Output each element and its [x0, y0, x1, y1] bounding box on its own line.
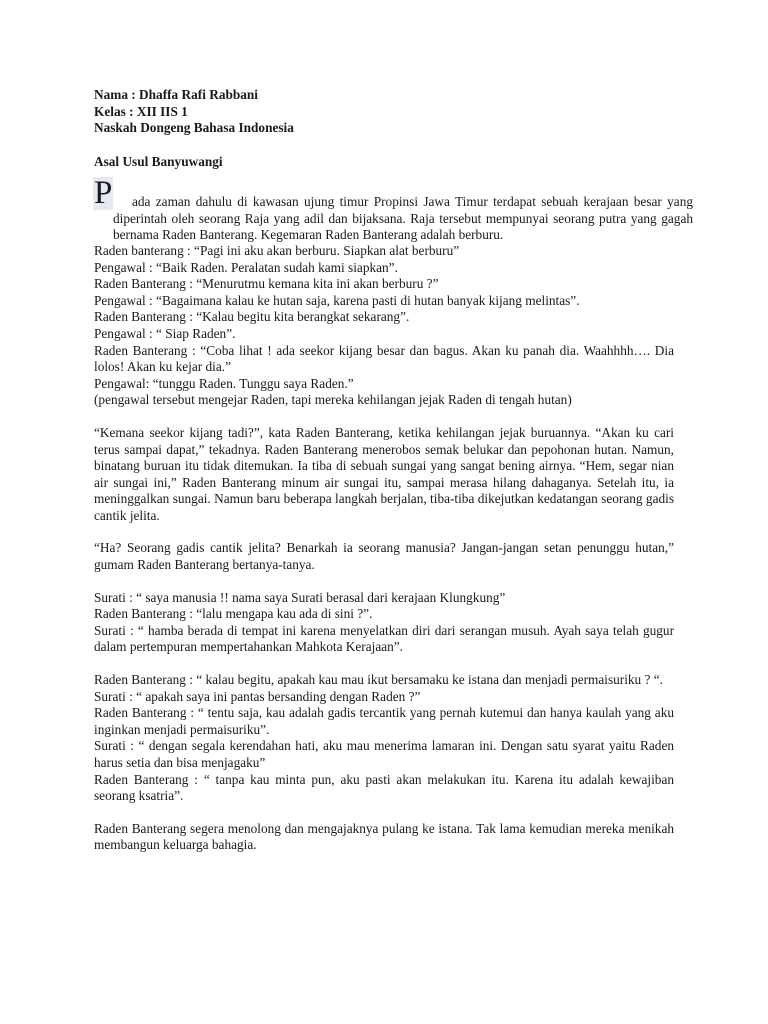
story-title: Asal Usul Banyuwangi: [94, 153, 223, 169]
dialogue-line: Raden Banterang : “Menurutmu kemana kita ini akan berburu ?”: [94, 276, 439, 292]
student-class: Kelas : XII IIS 1: [94, 103, 188, 119]
paragraph-ending: Raden Banterang segera menolong dan mengajaknya pulang ke istana. Tak lama kemudian mereka menikah membangun keluarga bahagia.: [94, 820, 674, 853]
dialogue-line: Raden Banterang : “Coba lihat ! ada seekor kijang besar dan bagus. Akan ku panah dia. Waahhhh…. Dia lolos! Akan ku kejar dia.”: [94, 342, 674, 375]
dialogue-line: Pengawal : “ Siap Raden”.: [94, 325, 236, 341]
dialogue-line: Pengawal : “Baik Raden. Peralatan sudah kami siapkan”.: [94, 259, 398, 275]
dialogue-line: Raden Banterang : “ tanpa kau minta pun, aku pasti akan melakukan itu. Karena itu adalah kewajiban seorang ksatria”.: [94, 771, 674, 804]
intro-paragraph: [94, 175, 693, 243]
paragraph-river: “Kemana seekor kijang tadi?”, kata Raden Banterang, ketika kehilangan jejak buruannya. “Akan ku cari terus sampai dapat,” tekadnya. Raden Banterang menerobos semak belukar dan pepohonan hutan. Namun, binatang buruan itu tidak ditemukan. Ia tiba di sebuah sungai yang sangat bening airnya. “Hem, segar nian air sungai ini,” Raden Banterang minum air sungai itu, sampai merasa hilang dahaganya. Setelah itu, ia meninggalkan sungai. Namun baru beberapa langkah berjalan, tiba-tiba dikejutkan kedatangan seorang gadis cantik jelita.: [94, 424, 674, 523]
document-subject: Naskah Dongeng Bahasa Indonesia: [94, 120, 294, 136]
dialogue-surati: [94, 590, 674, 656]
student-name: Nama : Dhaffa Rafi Rabbani: [94, 87, 259, 102]
dialogue-line: (pengawal tersebut mengejar Raden, tapi mereka kehilangan jejak Raden di tengah hutan): [94, 392, 572, 408]
dialogue-line: Pengawal: “tunggu Raden. Tunggu saya Raden.”: [94, 375, 354, 391]
dialogue-hunting: [94, 243, 674, 409]
dialogue-line: Surati : “ apakah saya ini pantas bersanding dengan Raden ?”: [94, 688, 421, 704]
document-body: [94, 87, 693, 854]
dialogue-line: Raden Banterang : “ tentu saja, kau adalah gadis tercantik yang pernah kutemui dan hanya kaulah yang aku inginkan menjadi permaisuriku”.: [94, 705, 674, 737]
dialogue-line: Surati : “ dengan segala kerendahan hati, aku mau menerima lamaran ini. Dengan satu syarat yaitu Raden harus setia dan bisa menjagaku”: [94, 738, 674, 771]
dialogue-line: Raden Banterang : “ kalau begitu, apakah kau mau ikut bersamaku ke istana dan menjadi permaisuriku ? “.: [94, 672, 663, 688]
dialogue-proposal: [94, 672, 674, 805]
dialogue-line: Raden Banterang : “lalu mengapa kau ada di sini ?”.: [94, 606, 373, 622]
intro-text: ada zaman dahulu di kawasan ujung timur Propinsi Jawa Timur terdapat sebuah kerajaan besar yang diperintah oleh seorang Raja yang adil dan bijaksana. Raja tersebut mempunyai seorang putra yang gagah bernama Raden Banterang. Kegemaran Raden Banterang adalah berburu.: [113, 194, 693, 242]
paragraph-encounter: “Ha? Seorang gadis cantik jelita? Benarkah ia seorang manusia? Jangan-jangan setan penunggu hutan,” gumam Raden Banterang bertanya-tanya.: [94, 540, 674, 573]
dialogue-line: Pengawal : “Bagaimana kalau ke hutan saja, karena pasti di hutan banyak kijang melintas”.: [94, 292, 580, 308]
dialogue-line: Surati : “ hamba berada di tempat ini karena menyelatkan diri dari serangan musuh. Ayah saya telah gugur dalam pertempuran mempertahankan Mahkota Kerajaan”.: [94, 622, 674, 655]
drop-cap: P: [94, 175, 113, 212]
dialogue-line: Surati : “ saya manusia !! nama saya Surati berasal dari kerajaan Klungkung”: [94, 589, 506, 605]
dialogue-line: Raden Banterang : “Kalau begitu kita berangkat sekarang”.: [94, 309, 410, 325]
dialogue-line: Raden banterang : “Pagi ini aku akan berburu. Siapkan alat berburu”: [94, 242, 460, 258]
